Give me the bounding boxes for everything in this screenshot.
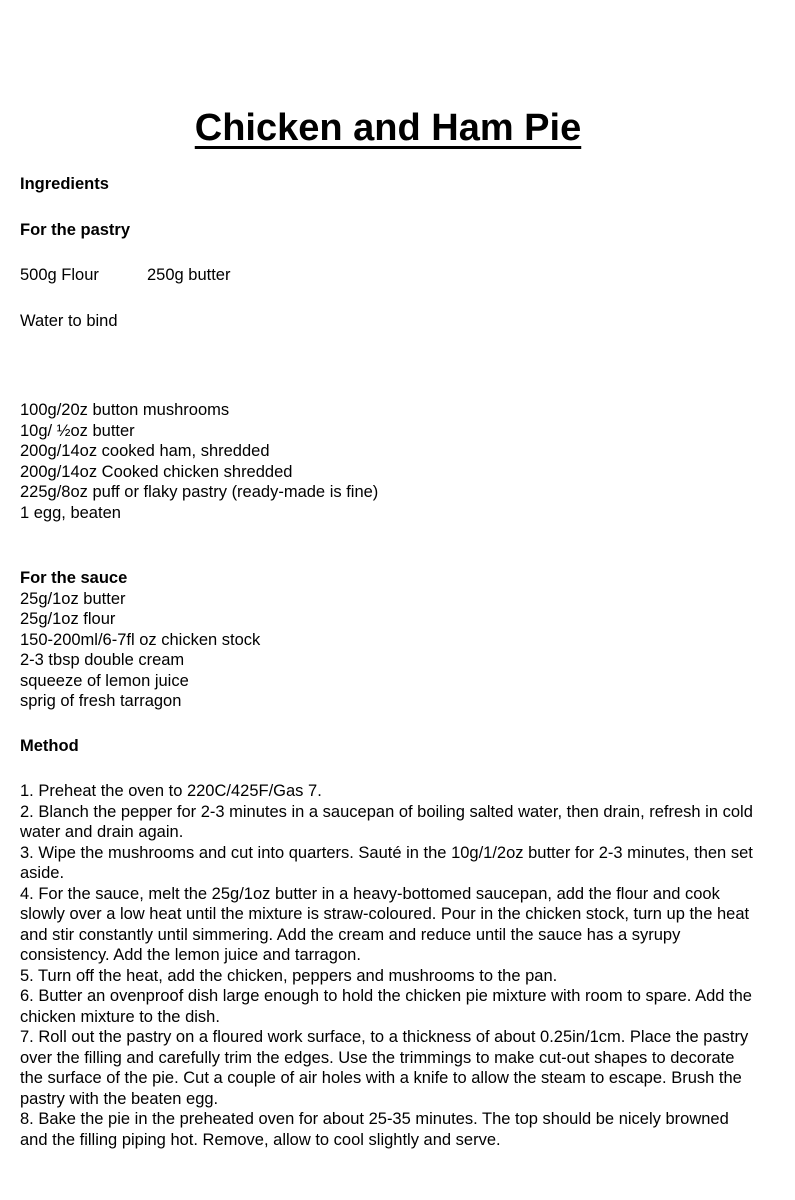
pastry-flour: 500g Flour [20,266,99,284]
pastry-heading: For the pastry [20,221,131,239]
pastry-row [20,265,780,286]
list-item: 200g/14oz Cooked chicken shredded [20,462,293,481]
method-step: 1. Preheat the oven to 220C/425F/Gas 7. [20,782,322,800]
list-item: 25g/1oz butter [20,589,126,608]
sauce-section [20,568,780,712]
list-item: 25g/1oz flour [20,610,116,628]
filling-list [20,400,780,523]
method-step: 5. Turn off the heat, add the chicken, peppers and mushrooms to the pan. [20,966,558,985]
list-item: squeeze of lemon juice [20,671,189,690]
method-step: 4. For the sauce, melt the 25g/1oz butter in a heavy-bottomed saucepan, add the flour and cook slowly over a low heat until the mixture is straw-coloured. Pour in the chicken stock, turn up the heat and stir constantly until simmering. Add the cream and reduce until the sauce has a syrupy consistency. Add the lemon juice and tarragon. [20,884,750,964]
method-step: 6. Butter an ovenproof dish large enough to hold the chicken pie mixture with room to spare. Add the chicken mixture to the dish. [20,987,752,1026]
list-item: 1 egg, beaten [20,503,121,522]
method-step: 8. Bake the pie in the preheated oven for about 25-35 minutes. The top should be nicely browned and the filling piping hot. Remove, allow to cool slightly and serve. [20,1110,729,1149]
list-item: 10g/ ½oz butter [20,421,135,440]
method-steps [20,781,760,1150]
ingredients-heading: Ingredients [20,175,109,193]
list-item: 200g/14oz cooked ham, shredded [20,442,270,460]
method-step: 7. Roll out the pastry on a floured work surface, to a thickness of about 0.25in/1cm. Place the pastry over the filling and carefully trim the edges. Use the trimmings to make cut-out shapes to decorate the surface of the pie. Cut a couple of air holes with a knife to allow the steam to escape. Brush the pastry with the beaten egg. [20,1028,749,1108]
list-item: 100g/20z button mushrooms [20,401,230,419]
sauce-heading: For the sauce [20,569,128,587]
method-heading: Method [20,737,79,755]
method-step: 2. Blanch the pepper for 2-3 minutes in a saucepan of boiling salted water, then drain, refresh in cold water and drain again. [20,802,753,841]
pastry-butter: 250g butter [147,266,231,284]
pastry-water: Water to bind [20,312,118,330]
page-title: Chicken and Ham Pie [194,107,582,149]
list-item: 2-3 tbsp double cream [20,651,185,669]
list-item: 150-200ml/6-7fl oz chicken stock [20,630,261,649]
list-item: sprig of fresh tarragon [20,692,182,710]
list-item: 225g/8oz puff or flaky pastry (ready-made is fine) [20,483,379,501]
method-step: 3. Wipe the mushrooms and cut into quarters. Sauté in the 10g/1/2oz butter for 2-3 minutes, then set aside. [20,843,753,882]
